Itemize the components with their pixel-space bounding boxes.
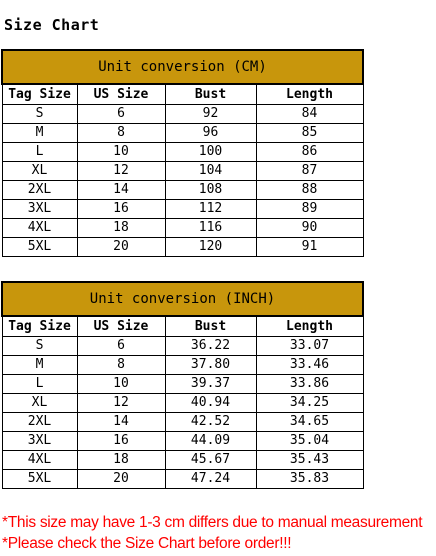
cell-length: 85 [256, 124, 363, 143]
cell-us-size: 8 [77, 124, 165, 143]
cell-tag-size: S [2, 105, 77, 124]
cell-bust: 44.09 [165, 432, 256, 451]
size-table-cm [1, 49, 364, 257]
cell-tag-size: 2XL [2, 413, 77, 432]
cell-us-size: 12 [77, 162, 165, 181]
cell-length: 33.07 [256, 337, 363, 356]
cell-bust: 120 [165, 238, 256, 257]
cell-bust: 39.37 [165, 375, 256, 394]
table-row [2, 181, 363, 200]
table-header-row [2, 316, 363, 337]
cell-bust: 36.22 [165, 337, 256, 356]
table-row [2, 105, 363, 124]
table-body [2, 337, 363, 489]
cell-length: 35.04 [256, 432, 363, 451]
cell-us-size: 18 [77, 219, 165, 238]
cell-bust: 100 [165, 143, 256, 162]
cell-length: 35.43 [256, 451, 363, 470]
cell-bust: 92 [165, 105, 256, 124]
header-us-size: US Size [77, 84, 165, 105]
cell-tag-size: 5XL [2, 470, 77, 489]
cell-bust: 116 [165, 219, 256, 238]
cell-length: 33.86 [256, 375, 363, 394]
cell-tag-size: XL [2, 162, 77, 181]
table-caption: Unit conversion (INCH) [2, 282, 363, 316]
cell-us-size: 14 [77, 181, 165, 200]
cell-tag-size: 5XL [2, 238, 77, 257]
header-length: Length [256, 84, 363, 105]
cell-bust: 40.94 [165, 394, 256, 413]
cell-length: 35.83 [256, 470, 363, 489]
measurement-note: *This size may have 1-3 cm differs due to manual measurement [2, 514, 423, 531]
cell-us-size: 14 [77, 413, 165, 432]
table-row [2, 143, 363, 162]
cell-tag-size: S [2, 337, 77, 356]
cell-us-size: 20 [77, 238, 165, 257]
page-title: Size Chart [4, 16, 100, 34]
header-bust: Bust [165, 84, 256, 105]
cell-us-size: 20 [77, 470, 165, 489]
table-row [2, 238, 363, 257]
table-row [2, 162, 363, 181]
cell-us-size: 6 [77, 337, 165, 356]
cell-tag-size: 3XL [2, 432, 77, 451]
table-row [2, 124, 363, 143]
cell-tag-size: 3XL [2, 200, 77, 219]
cell-tag-size: L [2, 143, 77, 162]
cell-bust: 42.52 [165, 413, 256, 432]
header-bust: Bust [165, 316, 256, 337]
header-tag-size: Tag Size [2, 84, 77, 105]
cell-bust: 37.80 [165, 356, 256, 375]
cell-length: 87 [256, 162, 363, 181]
cell-tag-size: 4XL [2, 219, 77, 238]
table-row [2, 356, 363, 375]
table-row [2, 219, 363, 238]
cell-bust: 45.67 [165, 451, 256, 470]
header-us-size: US Size [77, 316, 165, 337]
table-row [2, 375, 363, 394]
cell-tag-size: M [2, 124, 77, 143]
header-tag-size: Tag Size [2, 316, 77, 337]
cell-bust: 108 [165, 181, 256, 200]
cell-tag-size: M [2, 356, 77, 375]
table-body [2, 105, 363, 257]
cell-tag-size: XL [2, 394, 77, 413]
cell-us-size: 10 [77, 143, 165, 162]
cell-us-size: 16 [77, 200, 165, 219]
table-row [2, 413, 363, 432]
cell-tag-size: 4XL [2, 451, 77, 470]
cell-length: 33.46 [256, 356, 363, 375]
table-row [2, 200, 363, 219]
table-row [2, 432, 363, 451]
cell-bust: 47.24 [165, 470, 256, 489]
table-row [2, 337, 363, 356]
cell-us-size: 16 [77, 432, 165, 451]
table-header-row [2, 84, 363, 105]
cell-length: 91 [256, 238, 363, 257]
cell-bust: 112 [165, 200, 256, 219]
table-row [2, 394, 363, 413]
cell-us-size: 12 [77, 394, 165, 413]
size-table-inch [1, 281, 364, 489]
cell-length: 34.25 [256, 394, 363, 413]
cell-bust: 104 [165, 162, 256, 181]
cell-length: 88 [256, 181, 363, 200]
header-length: Length [256, 316, 363, 337]
cell-us-size: 6 [77, 105, 165, 124]
table-caption: Unit conversion (CM) [2, 50, 363, 84]
cell-length: 84 [256, 105, 363, 124]
table-row [2, 470, 363, 489]
cell-length: 86 [256, 143, 363, 162]
cell-length: 90 [256, 219, 363, 238]
cell-length: 34.65 [256, 413, 363, 432]
cell-us-size: 18 [77, 451, 165, 470]
cell-length: 89 [256, 200, 363, 219]
cell-tag-size: 2XL [2, 181, 77, 200]
check-chart-note: *Please check the Size Chart before order!!! [2, 535, 292, 552]
table-row [2, 451, 363, 470]
cell-us-size: 10 [77, 375, 165, 394]
cell-bust: 96 [165, 124, 256, 143]
cell-tag-size: L [2, 375, 77, 394]
cell-us-size: 8 [77, 356, 165, 375]
